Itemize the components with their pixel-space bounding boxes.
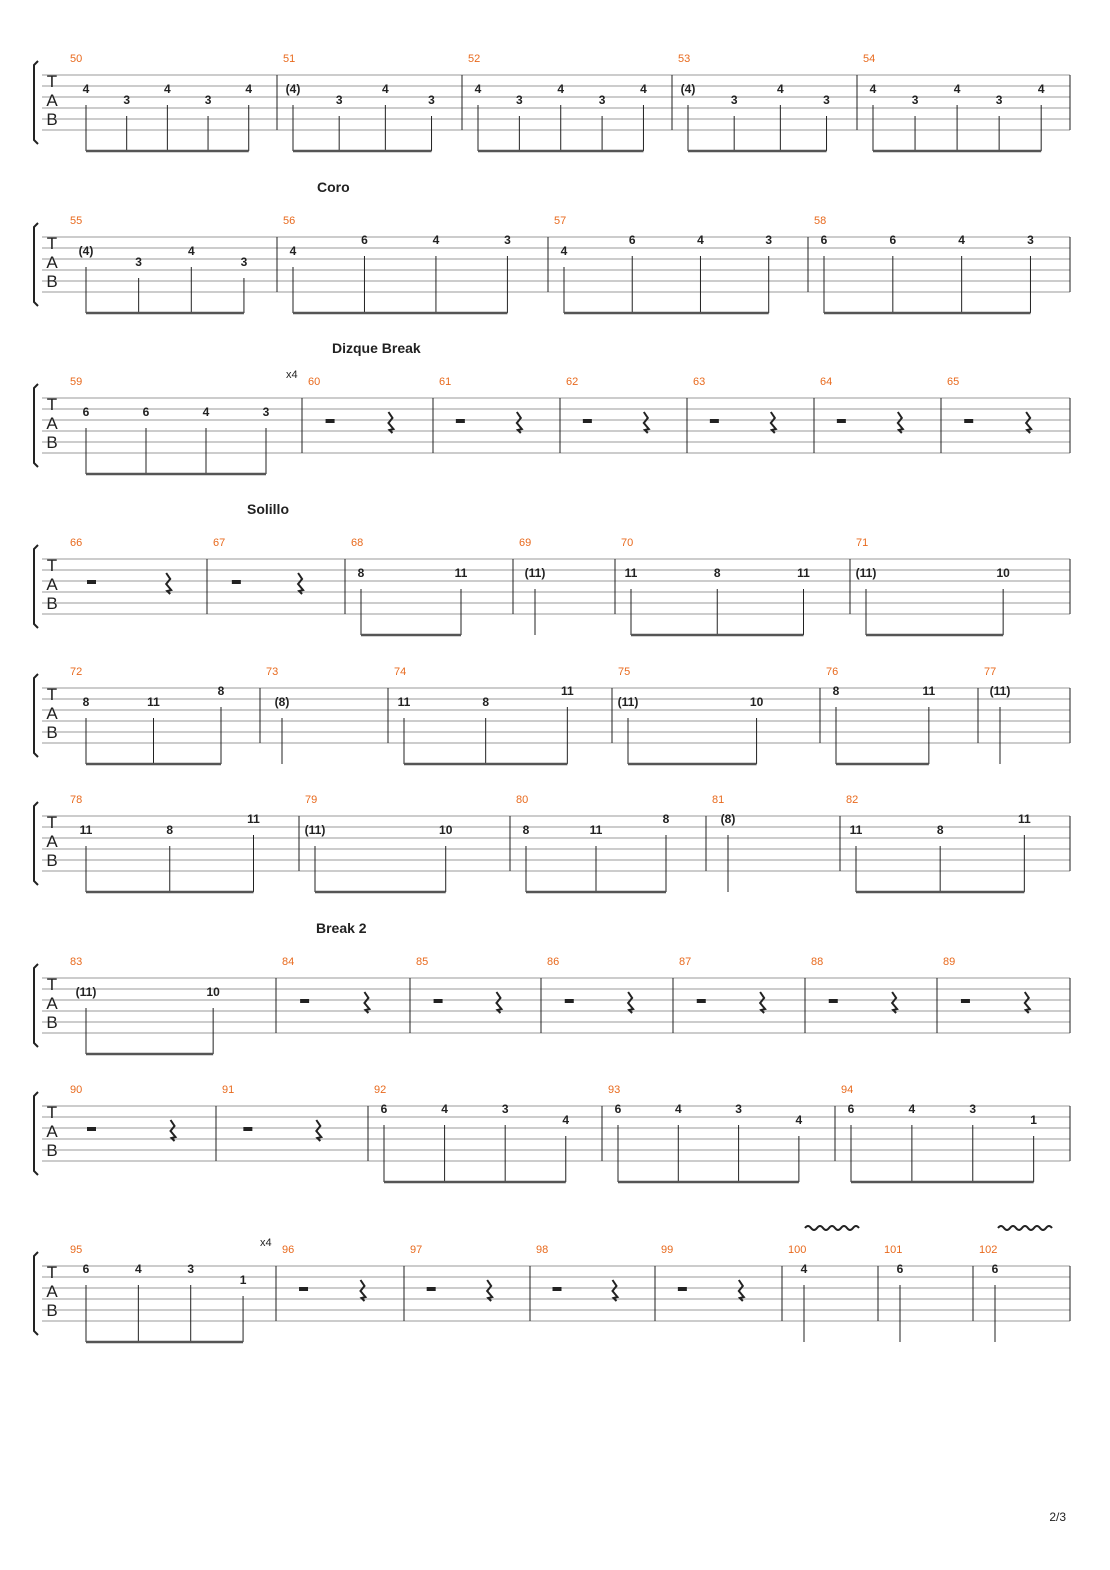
system-bracket [34, 674, 38, 757]
system-bracket [34, 964, 38, 1047]
quarter-rest [517, 412, 522, 433]
quarter-rest [613, 1280, 618, 1301]
fret-number: 8 [832, 684, 840, 698]
fret-number: 11 [849, 823, 863, 837]
quarter-rest [364, 992, 369, 1013]
tab-clef-letter: T [46, 72, 58, 91]
system-bracket [34, 545, 38, 628]
fret-number: 4 [1037, 82, 1045, 96]
fret-number: 3 [123, 93, 131, 107]
quarter-rest [298, 573, 303, 594]
fret-number: 11 [454, 566, 468, 580]
fret-number: 4 [908, 1102, 916, 1116]
page-number: 2/3 [1049, 1510, 1066, 1524]
measure-number: 72 [70, 666, 83, 678]
measure-number: 98 [536, 1244, 549, 1256]
system-bracket [34, 1092, 38, 1175]
fret-number: 6 [896, 1262, 904, 1276]
fret-number: 6 [991, 1262, 999, 1276]
measure-number: 81 [712, 794, 725, 806]
quarter-rest [644, 412, 649, 433]
repeat-count: x4 [260, 1237, 272, 1249]
measure-number: 100 [788, 1244, 807, 1256]
quarter-rest [1025, 992, 1030, 1013]
fret-number: 8 [713, 566, 721, 580]
measure-number: 97 [410, 1244, 423, 1256]
fret-number: 6 [628, 233, 636, 247]
fret-number: (8) [274, 695, 290, 709]
quarter-rest [487, 1280, 492, 1301]
tab-clef-letter: B [46, 1013, 58, 1032]
fret-number: 4 [432, 233, 440, 247]
fret-number: 10 [206, 985, 220, 999]
fret-number: (4) [78, 244, 94, 258]
measure-number: 79 [305, 794, 318, 806]
fret-number: 8 [166, 823, 174, 837]
measure-number: 58 [814, 215, 827, 227]
half-rest [697, 999, 706, 1003]
fret-number: 3 [1027, 233, 1034, 247]
half-rest [427, 1287, 436, 1291]
fret-number: 11 [247, 812, 260, 826]
fret-number: 10 [749, 695, 764, 709]
tab-clef-letter: B [46, 594, 58, 613]
fret-number: 4 [562, 1113, 570, 1127]
fret-number: (8) [720, 812, 736, 826]
fret-number: 1 [239, 1273, 247, 1287]
fret-number: (4) [680, 82, 696, 96]
measure-number: 89 [943, 956, 956, 968]
measure-number: 90 [70, 1084, 83, 1096]
half-rest [232, 580, 241, 584]
measure-number: 57 [554, 215, 567, 227]
fret-number: 1 [1030, 1113, 1037, 1127]
fret-number: 4 [674, 1102, 682, 1116]
fret-number: 4 [441, 1102, 448, 1116]
fret-number: 3 [730, 93, 738, 107]
fret-number: 8 [217, 684, 225, 698]
fret-number: 6 [380, 1102, 388, 1116]
measure-number: 63 [693, 376, 706, 388]
tab-clef-letter: A [46, 91, 58, 110]
measure-number: 53 [678, 53, 691, 65]
fret-number: 11 [589, 823, 603, 837]
tab-clef-letter: B [46, 272, 58, 291]
fret-number: 11 [79, 823, 93, 837]
fret-number: 3 [187, 1262, 195, 1276]
half-rest [299, 1287, 308, 1291]
fret-number: 3 [501, 1102, 509, 1116]
fret-number: 3 [598, 93, 606, 107]
measure-number: 92 [374, 1084, 387, 1096]
vibrato-mark [998, 1226, 1052, 1230]
half-rest [300, 999, 309, 1003]
measure-number: 87 [679, 956, 692, 968]
tab-clef-letter: T [46, 234, 58, 253]
measure-number: 52 [468, 53, 481, 65]
fret-number: (11) [617, 695, 639, 709]
fret-number: 4 [289, 244, 297, 258]
tab-clef-letter: A [46, 1122, 58, 1141]
fret-number: 4 [560, 244, 568, 258]
tab-clef-letter: T [46, 1103, 58, 1122]
fret-number: 4 [697, 233, 704, 247]
fret-number: 11 [922, 684, 936, 698]
half-rest [87, 1127, 96, 1131]
fret-number: 3 [911, 93, 919, 107]
measure-number: 60 [308, 376, 321, 388]
tab-clef-letter: T [46, 685, 58, 704]
fret-number: (11) [524, 566, 546, 580]
tab-clef-letter: B [46, 723, 58, 742]
half-rest [326, 419, 335, 423]
fret-number: 6 [889, 233, 897, 247]
measure-number: 70 [621, 537, 634, 549]
fret-number: 4 [640, 82, 647, 96]
tab-clef-letter: A [46, 253, 58, 272]
measure-number: 99 [661, 1244, 674, 1256]
half-rest [964, 419, 973, 423]
section-title: Coro [317, 179, 350, 195]
fret-number: (11) [989, 684, 1011, 698]
measure-number: 101 [884, 1244, 903, 1256]
fret-number: 8 [522, 823, 530, 837]
section-title: Dizque Break [332, 340, 421, 356]
quarter-rest [1026, 412, 1031, 433]
tab-clef-letter: T [46, 556, 58, 575]
measure-number: 71 [856, 537, 869, 549]
fret-number: 3 [335, 93, 343, 107]
measure-number: 51 [283, 53, 296, 65]
tab-clef-letter: B [46, 851, 58, 870]
section-title: Break 2 [316, 920, 367, 936]
system-bracket [34, 61, 38, 144]
fret-number: 8 [357, 566, 365, 580]
quarter-rest [628, 992, 633, 1013]
measure-number: 62 [566, 376, 579, 388]
tab-clef-letter: A [46, 832, 58, 851]
tab-clef-letter: A [46, 994, 58, 1013]
tab-clef-letter: A [46, 1282, 58, 1301]
quarter-rest [739, 1280, 744, 1301]
quarter-rest [360, 1280, 365, 1301]
fret-number: (11) [75, 985, 97, 999]
fret-number: 4 [777, 82, 784, 96]
fret-number: 4 [382, 82, 389, 96]
fret-number: 8 [936, 823, 944, 837]
fret-number: 4 [245, 82, 253, 96]
fret-number: 6 [847, 1102, 855, 1116]
fret-number: 8 [82, 695, 90, 709]
measure-number: 67 [213, 537, 226, 549]
quarter-rest [771, 412, 776, 433]
fret-number: 3 [969, 1102, 977, 1116]
measure-number: 77 [984, 666, 997, 678]
quarter-rest [760, 992, 765, 1013]
measure-number: 96 [282, 1244, 295, 1256]
section-title: Solillo [247, 501, 289, 517]
measure-number: 93 [608, 1084, 621, 1096]
system-bracket [34, 1252, 38, 1335]
fret-number: 11 [147, 695, 160, 709]
tab-clef-letter: B [46, 110, 58, 129]
tab-clef-letter: T [46, 975, 58, 994]
measure-number: 54 [863, 53, 876, 65]
system-bracket [34, 223, 38, 306]
fret-number: 6 [361, 233, 368, 247]
fret-number: 3 [135, 255, 142, 269]
quarter-rest [316, 1120, 321, 1141]
half-rest [829, 999, 838, 1003]
tab-clef-letter: A [46, 704, 58, 723]
fret-number: 8 [482, 695, 490, 709]
half-rest [565, 999, 574, 1003]
half-rest [678, 1287, 687, 1291]
measure-number: 50 [70, 53, 83, 65]
fret-number: 3 [765, 233, 773, 247]
measure-number: 73 [266, 666, 279, 678]
fret-number: 10 [439, 823, 453, 837]
fret-number: 11 [1017, 812, 1031, 826]
measure-number: 55 [70, 215, 83, 227]
fret-number: 11 [397, 695, 411, 709]
tab-clef-letter: T [46, 1263, 58, 1282]
measure-number: 68 [351, 537, 364, 549]
quarter-rest [388, 412, 393, 433]
measure-number: 74 [394, 666, 407, 678]
fret-number: 4 [869, 82, 877, 96]
tab-clef-letter: T [46, 813, 58, 832]
half-rest [243, 1127, 252, 1131]
fret-number: 4 [202, 405, 210, 419]
fret-number: 4 [958, 233, 965, 247]
measure-number: 65 [947, 376, 960, 388]
half-rest [434, 999, 443, 1003]
fret-number: 6 [82, 1262, 90, 1276]
fret-number: 4 [953, 82, 961, 96]
half-rest [710, 419, 719, 423]
half-rest [961, 999, 970, 1003]
fret-number: 8 [662, 812, 670, 826]
measure-number: 95 [70, 1244, 83, 1256]
tab-clef-letter: A [46, 414, 58, 433]
fret-number: 4 [474, 82, 482, 96]
half-rest [87, 580, 96, 584]
half-rest [583, 419, 592, 423]
half-rest [553, 1287, 562, 1291]
fret-number: 4 [164, 82, 171, 96]
fret-number: 4 [187, 244, 195, 258]
fret-number: 6 [614, 1102, 622, 1116]
system-bracket [34, 802, 38, 885]
vibrato-mark [805, 1226, 859, 1230]
measure-number: 84 [282, 956, 295, 968]
fret-number: 6 [142, 405, 150, 419]
measure-number: 80 [516, 794, 529, 806]
measure-number: 59 [70, 376, 83, 388]
measure-number: 102 [979, 1244, 998, 1256]
tab-clef-letter: A [46, 575, 58, 594]
fret-number: 3 [262, 405, 270, 419]
quarter-rest [892, 992, 897, 1013]
measure-number: 76 [826, 666, 839, 678]
half-rest [837, 419, 846, 423]
fret-number: 3 [240, 255, 248, 269]
tab-clef-letter: B [46, 1141, 58, 1160]
fret-number: 6 [82, 405, 90, 419]
fret-number: 4 [557, 82, 565, 96]
measure-number: 91 [222, 1084, 235, 1096]
fret-number: 11 [624, 566, 638, 580]
measure-number: 69 [519, 537, 532, 549]
fret-number: 3 [516, 93, 523, 107]
fret-number: 4 [795, 1113, 803, 1127]
tab-clef-letter: B [46, 433, 58, 452]
fret-number: 10 [996, 566, 1010, 580]
quarter-rest [166, 573, 171, 594]
fret-number: 4 [135, 1262, 142, 1276]
fret-number: 3 [204, 93, 212, 107]
measure-number: 94 [841, 1084, 854, 1096]
fret-number: 4 [82, 82, 90, 96]
system-bracket [34, 384, 38, 467]
fret-number: 3 [428, 93, 435, 107]
measure-number: 86 [547, 956, 560, 968]
quarter-rest [898, 412, 903, 433]
measure-number: 75 [618, 666, 631, 678]
measure-number: 85 [416, 956, 429, 968]
measure-number: 64 [820, 376, 833, 388]
measure-number: 61 [439, 376, 452, 388]
fret-number: 3 [504, 233, 511, 247]
tab-clef-letter: T [46, 395, 58, 414]
quarter-rest [171, 1120, 176, 1141]
fret-number: 11 [560, 684, 574, 698]
fret-number: (11) [304, 823, 326, 837]
fret-number: 3 [995, 93, 1003, 107]
tab-clef-letter: B [46, 1301, 58, 1320]
fret-number: 4 [800, 1262, 808, 1276]
measure-number: 66 [70, 537, 83, 549]
measure-number: 82 [846, 794, 859, 806]
repeat-count: x4 [286, 369, 298, 381]
measure-number: 83 [70, 956, 83, 968]
measure-number: 88 [811, 956, 824, 968]
fret-number: 3 [823, 93, 830, 107]
fret-number: (4) [285, 82, 301, 96]
half-rest [456, 419, 465, 423]
quarter-rest [496, 992, 501, 1013]
fret-number: 6 [820, 233, 828, 247]
fret-number: (11) [855, 566, 877, 580]
measure-number: 78 [70, 794, 83, 806]
measure-number: 56 [283, 215, 296, 227]
fret-number: 11 [797, 566, 810, 580]
fret-number: 3 [735, 1102, 742, 1116]
